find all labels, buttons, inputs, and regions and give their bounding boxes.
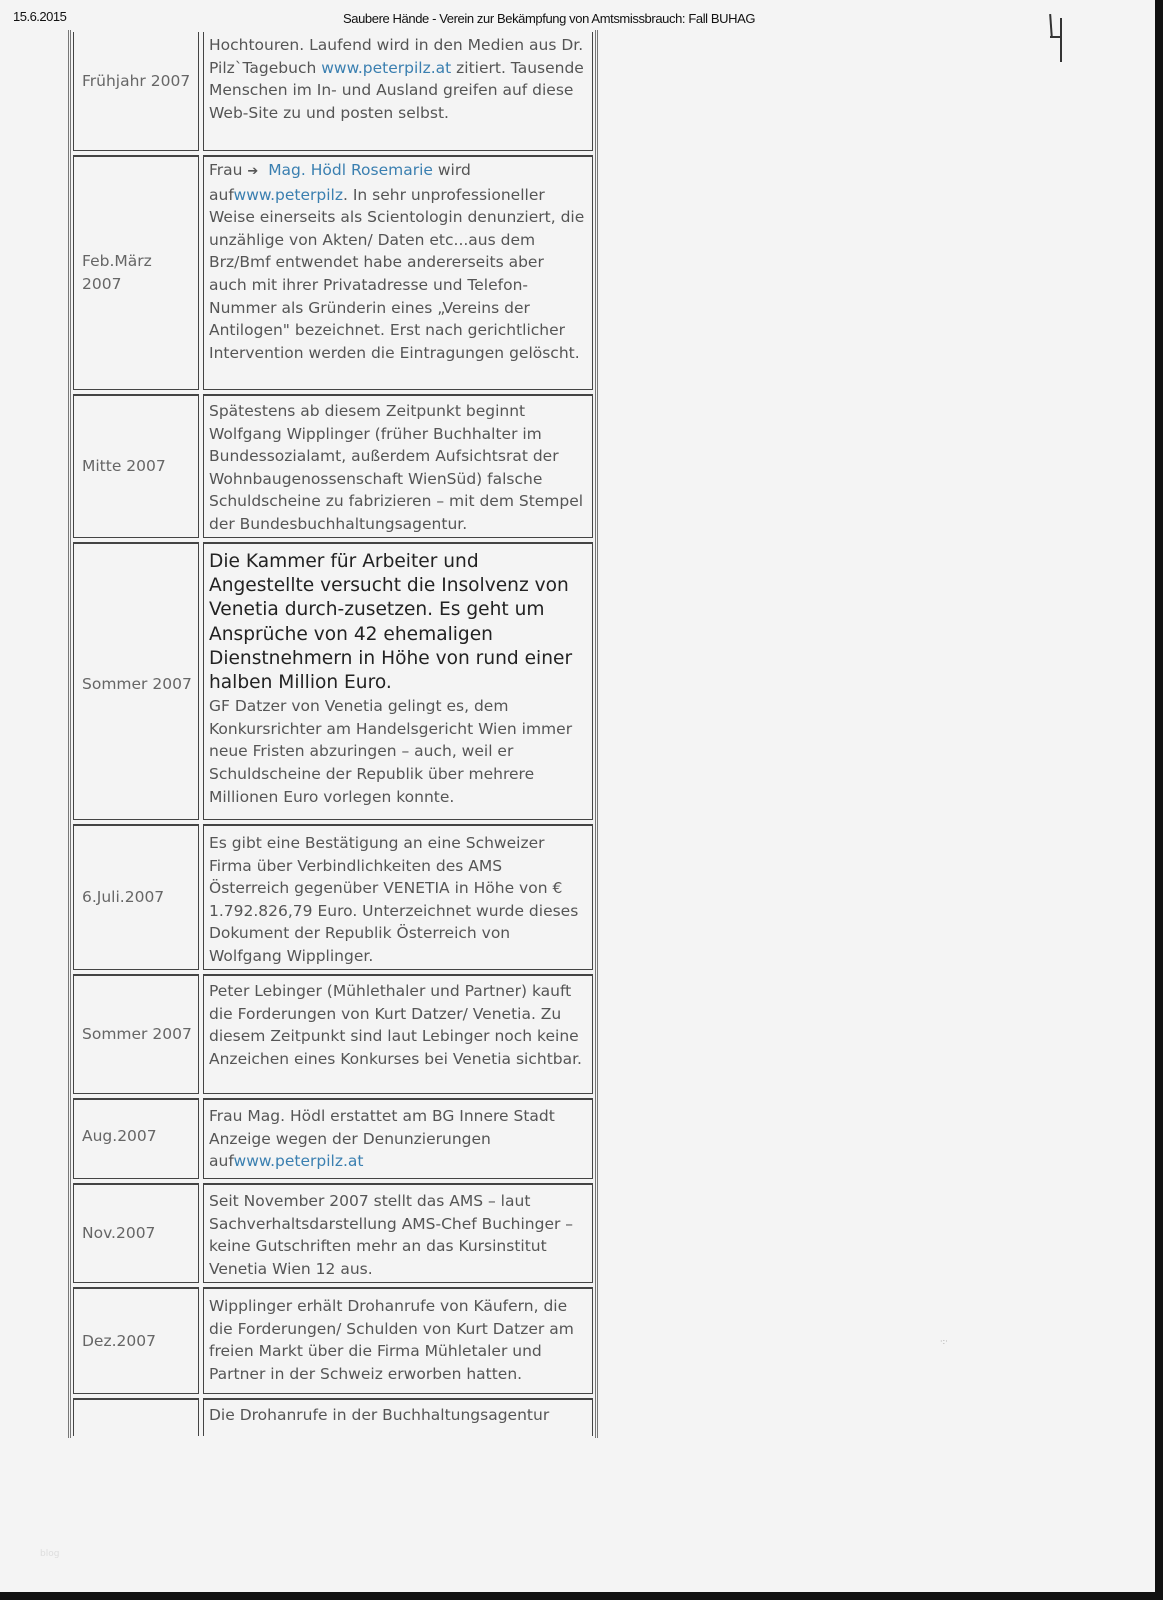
faint-scan-mark: blog <box>40 1549 60 1559</box>
date-cell: Nov.2007 <box>73 1183 199 1283</box>
peterpilz-link[interactable]: www.peterpilz.at <box>233 1152 364 1171</box>
table-row <box>71 1096 595 1181</box>
date-cell: Mitte 2007 <box>73 394 199 538</box>
scan-speck: ·:· <box>940 1337 948 1346</box>
date-cell: Aug.2007 <box>73 1098 199 1179</box>
event-cell <box>203 1098 593 1179</box>
date-cell: Feb.März 2007 <box>73 155 199 390</box>
handwritten-page-number-4 <box>1050 14 1062 64</box>
scan-edge-right <box>1155 0 1163 1600</box>
arrow-right-icon: ➔ <box>247 164 259 179</box>
event-text: Frau <box>209 161 248 179</box>
timeline-table <box>68 30 598 1438</box>
event-cell: Seit November 2007 stellt das AMS – laut Sachverhaltsdarstellung AMS-Chef Buchinger – keine Gutschriften mehr an das Kursinstitut Venetia Wien 12 aus. <box>203 1183 593 1283</box>
hoedl-rosemarie-link[interactable]: Mag. Hödl Rosemarie <box>268 161 433 179</box>
event-text: zitiert. Tausende Menschen im In- und Ausland greifen auf diese Web-Site zu und posten selbst. <box>209 58 584 122</box>
date-cell <box>73 1398 199 1436</box>
event-text: . In sehr unprofessioneller Weise einerseits als Scientologin denunziert, die unzählige von Akten/ Daten etc...aus dem Brz/Bmf entwendet habe andererseits aber auch mit ihrer Privatadresse und Telefon-Nummer als Gründerin eines „Vereins der Antilogen" bezeichnet. Erst nach gerichtlicher Intervention werden die Eintragungen gelöscht. <box>209 185 585 362</box>
table-row <box>71 1285 595 1396</box>
date-cell: 6.Juli.2007 <box>73 824 199 970</box>
event-cell: Wipplinger erhält Drohanrufe von Käufern, die die Forderungen/ Schulden von Kurt Datzer am freien Markt über die Firma Mühletaler und Partner in der Schweiz erworben hatten. <box>203 1287 593 1394</box>
table-row <box>71 392 595 540</box>
event-cell: Spätestens ab diesem Zeitpunkt beginnt Wolfgang Wipplinger (früher Buchhalter im Bundessozialamt, außerdem Aufsichtsrat der Wohnbaugenossenschaft WienSüd) falsche Schuldscheine zu fabrizieren – mit dem Stempel der Bundesbuchhaltungsagentur. <box>203 394 593 538</box>
print-date: 15.6.2015 <box>13 9 67 24</box>
event-cell <box>203 155 593 390</box>
event-text: Frau Mag. Hödl erstattet am BG Innere Stadt Anzeige wegen der Denunzierungen auf <box>209 1107 555 1171</box>
date-cell: Dez.2007 <box>73 1287 199 1394</box>
table-row <box>71 1181 595 1285</box>
scan-edge-bottom <box>0 1592 1163 1600</box>
date-cell: Frühjahr 2007 <box>73 32 199 151</box>
event-cell <box>203 542 593 820</box>
event-text: wird auf <box>209 161 471 204</box>
event-cell: Peter Lebinger (Mühlethaler und Partner) kauft die Forderungen von Kurt Datzer/ Venetia. Zu diesem Zeitpunkt sind laut Lebinger noch keine Anzeichen eines Konkurses bei Venetia sichtbar. <box>203 974 593 1094</box>
table-row <box>71 540 595 822</box>
table-row <box>71 153 595 392</box>
peterpilz-link[interactable]: www.peterpilz.at <box>321 58 452 77</box>
event-cell: Es gibt eine Bestätigung an eine Schweizer Firma über Verbindlichkeiten des AMS Österreich gegenüber VENETIA in Höhe von € 1.792.826,79 Euro. Unterzeichnet wurde dieses Dokument der Republik Österreich von Wolfgang Wipplinger. <box>203 824 593 970</box>
peterpilz-link[interactable]: www.peterpilz <box>233 185 343 204</box>
event-text: Hochtouren. Laufend wird in den Medien aus Dr. Pilz`Tagebuch <box>209 36 584 77</box>
date-cell: Sommer 2007 <box>73 974 199 1094</box>
event-cell <box>203 32 593 151</box>
table-row <box>71 822 595 972</box>
table-row <box>71 30 595 153</box>
event-text: GF Datzer von Venetia gelingt es, dem Konkursrichter am Handelsgericht Wien immer neue Fristen abzuringen – auch, weil er Schuldscheine der Republik über mehrere Millionen Euro vorlegen konnte. <box>209 697 573 806</box>
date-cell: Sommer 2007 <box>73 542 199 820</box>
table-row <box>71 972 595 1096</box>
print-header-title: Saubere Hände - Verein zur Bekämpfung von Amtsmissbrauch: Fall BUHAG <box>343 11 756 26</box>
event-cell: Die Drohanrufe in der Buchhaltungsagentur <box>203 1398 593 1436</box>
event-emphasis-text: Die Kammer für Arbeiter und Angestellte versucht die Insolvenz von Venetia durch-zusetzen. Es geht um Ansprüche von 42 ehemaligen Dienstnehmern in Höhe von rund einer halben Million Euro. <box>209 551 573 694</box>
table-row <box>71 1396 595 1438</box>
